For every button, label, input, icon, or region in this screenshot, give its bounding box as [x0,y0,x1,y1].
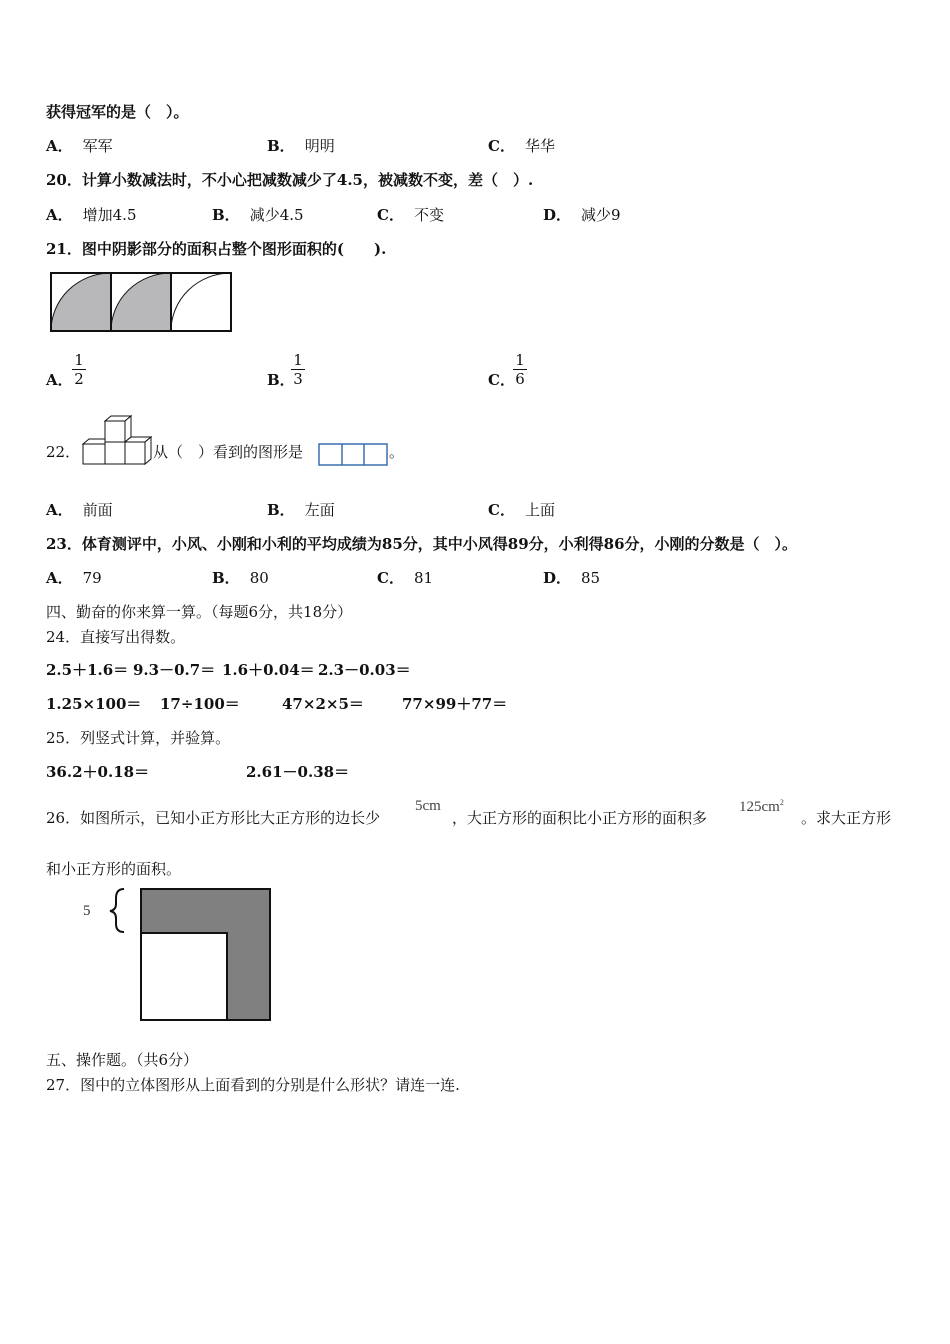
denominator: 6 [515,370,525,388]
option-text: 华华 [524,137,555,155]
option-text: 81 [413,569,434,587]
q22-stem: 从（ ）看到的图形是 [153,443,304,461]
q19-option-b[interactable] [267,136,335,156]
numerator: 1 [74,351,84,369]
section-4-title: 四、勤奋的你来算一算。（每题6分，共18分） [46,603,353,621]
q20-stem: 20．计算小数减法时，不小心把减数减少了4.5，被减数不变，差（ ）. [46,171,534,189]
option-letter: B． [212,206,240,224]
option-letter: A． [46,371,73,389]
q24-item: 17÷100＝ [160,695,240,713]
numerator: 1 [515,351,525,369]
q21-fraction-b [291,352,305,387]
q23-option-a[interactable] [46,568,102,588]
q24-item: 2.3－0.03＝ [318,661,411,679]
option-text: 不变 [413,206,444,224]
q26-unit-value: 125cm [739,799,780,815]
option-text: 85 [581,569,601,587]
option-letter: C． [377,569,404,587]
q22-option-c[interactable] [488,500,555,520]
q19-option-c[interactable] [488,136,555,156]
option-letter: C． [488,137,515,155]
q25-item: 36.2＋0.18＝ [46,763,150,781]
section-5-title: 五、操作题。（共6分） [46,1051,199,1069]
q23-stem: 23．体育测评中，小风、小刚和小利的平均成绩为85分，其中小风得89分，小利得86分，小刚的分数是（ ）。 [46,535,798,553]
q19-option-a[interactable] [46,136,113,156]
option-letter: B． [267,137,295,155]
option-letter: C． [377,206,404,224]
option-text: 军军 [82,137,113,155]
q26-unit-exponent: 2 [779,798,784,807]
option-text: 上面 [524,501,555,519]
q26-unit-125cm2 [739,798,784,816]
q22-view-boxes [318,443,390,467]
denominator: 3 [293,370,303,388]
q21-stem: 21．图中阴影部分的面积占整个图形面积的( ). [46,240,387,258]
q26-figure [108,886,274,1024]
q27-stem: 27．图中的立体图形从上面看到的分别是什么形状？请连一连. [46,1076,460,1094]
q20-option-c[interactable] [377,205,444,225]
option-text: 减少9 [581,206,621,224]
numerator: 1 [293,351,303,369]
q21-arc-3 [171,273,231,331]
option-text: 增加4.5 [82,206,137,224]
option-letter: A． [46,501,73,519]
q21-fraction-a [72,352,86,387]
option-letter: C． [488,371,515,389]
q21-fraction-c [513,352,527,387]
q20-option-a[interactable] [46,205,137,225]
option-text: 前面 [82,501,113,519]
q20-option-d[interactable] [543,205,621,225]
q22-stem-end: 。 [389,443,405,461]
q23-option-c[interactable] [377,568,433,588]
q26-stem-part3: 。求大正方形 [801,809,892,827]
q21-figure [49,271,233,333]
q26-stem-line2: 和小正方形的面积。 [46,860,182,878]
q24-item: 77×99＋77＝ [402,695,508,713]
q24-item: 47×2×5＝ [282,695,364,713]
q22-cube-figure [79,415,153,467]
q26-figure-label: 5 [83,903,91,919]
q26-unit-5cm: 5cm [415,798,441,814]
denominator: 2 [74,370,84,388]
q24-stem: 24．直接写出得数。 [46,628,186,646]
option-letter: C． [488,501,515,519]
q21-shaded-2 [111,273,171,331]
q21-option-c[interactable] [488,370,515,390]
q22-option-a[interactable] [46,500,113,520]
q22-number: 22． [46,443,81,461]
option-text: 左面 [304,501,335,519]
q22-option-b[interactable] [267,500,335,520]
q25-item: 2.61－0.38＝ [246,763,350,781]
brace-icon [110,889,124,932]
q26-small-square [141,933,227,1020]
option-letter: B． [212,569,240,587]
q21-option-a[interactable] [46,370,73,390]
option-text: 明明 [304,137,335,155]
q25-stem: 25．列竖式计算，并验算。 [46,729,231,747]
q24-item: 2.5＋1.6＝ [46,661,129,679]
option-text: 80 [249,569,269,587]
q19-stem-tail: 获得冠军的是（ ）。 [46,103,189,121]
option-letter: D． [543,206,572,224]
option-letter: D． [543,569,572,587]
option-letter: B． [267,501,295,519]
q24-item: 1.6＋0.04＝ [222,661,315,679]
q26-stem-part2: ，大正方形的面积比小正方形的面积多 [452,809,708,827]
option-text: 79 [82,569,102,587]
option-letter: A． [46,569,73,587]
q24-item: 1.25×100＝ [46,695,142,713]
option-text: 减少4.5 [249,206,304,224]
q23-option-d[interactable] [543,568,600,588]
option-letter: B． [267,371,295,389]
q24-item: 9.3－0.7＝ [133,661,216,679]
q26-stem-part1: 26．如图所示，已知小正方形比大正方形的边长少 [46,809,381,827]
option-letter: A． [46,137,73,155]
q23-option-b[interactable] [212,568,269,588]
q20-option-b[interactable] [212,205,304,225]
option-letter: A． [46,206,73,224]
